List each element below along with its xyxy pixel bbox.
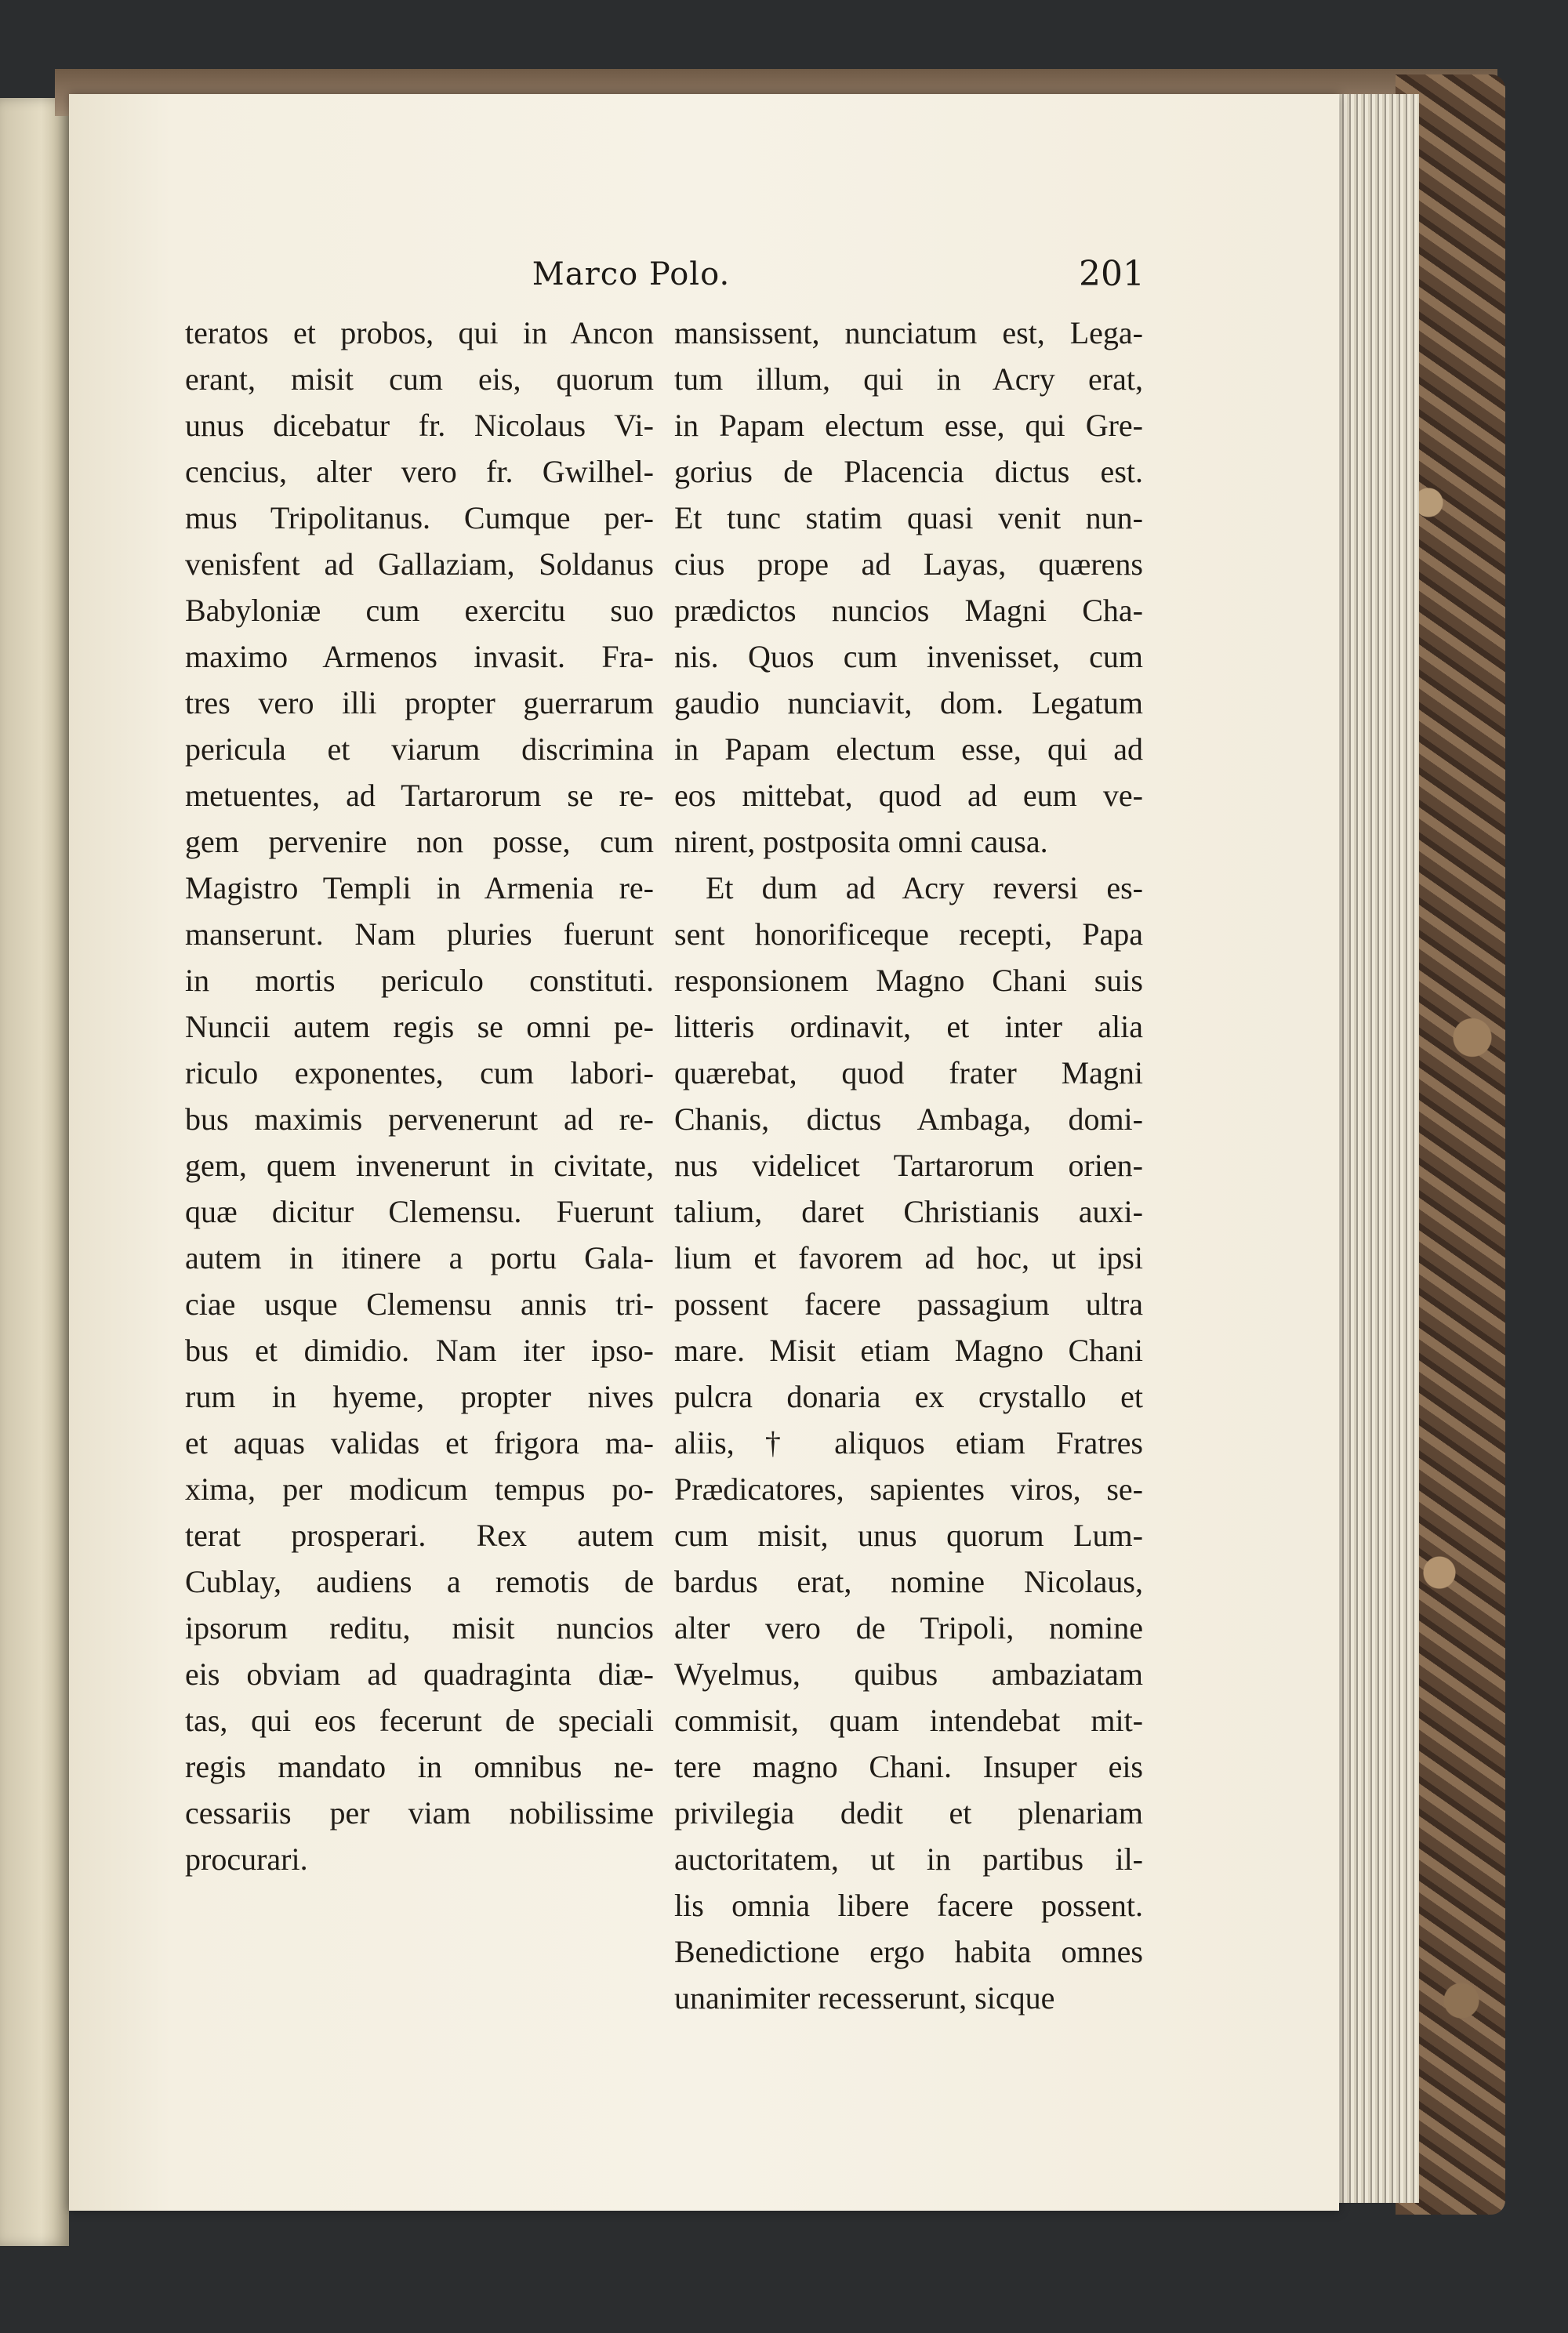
text-line: ipsorum reditu, misit nuncios	[185, 1610, 654, 1645]
text-line: riculo exponentes, cum labori-	[185, 1055, 654, 1090]
text-line: bus et dimidio. Nam iter ipso-	[185, 1333, 654, 1368]
left-text-column	[185, 310, 654, 1882]
text-line: Babyloniæ cum exercitu suo	[185, 593, 654, 628]
text-line: Et dum ad Acry reversi es-	[706, 870, 1143, 905]
text-line: sent honorificeque recepti, Papa	[674, 916, 1143, 952]
text-line: mansissent, nunciatum est, Lega-	[674, 315, 1143, 350]
text-line: cencius, alter vero fr. Gwilhel-	[185, 454, 654, 489]
text-line: tas, qui eos fecerunt de speciali	[185, 1703, 654, 1738]
text-line: alter vero de Tripoli, nomine	[674, 1610, 1143, 1645]
text-line: erant, misit cum eis, quorum	[185, 361, 654, 397]
text-line: Et tunc statim quasi venit nun-	[674, 500, 1143, 535]
text-line: gaudio nunciavit, dom. Legatum	[674, 685, 1143, 720]
text-line: possent facere passagium ultra	[674, 1286, 1143, 1322]
text-line: nis. Quos cum invenisset, cum	[674, 639, 1143, 674]
text-line: Benedictione ergo habita omnes	[674, 1934, 1143, 1969]
text-line: unus dicebatur fr. Nicolaus Vi-	[185, 408, 654, 443]
text-line: Magistro Templi in Armenia re-	[185, 870, 654, 905]
text-line: talium, daret Christianis auxi-	[674, 1194, 1143, 1229]
text-line: venisfent ad Gallaziam, Soldanus	[185, 546, 654, 582]
text-line: tum illum, qui in Acry erat,	[674, 361, 1143, 397]
text-line: rum in hyeme, propter nives	[185, 1379, 654, 1414]
text-line: regis mandato in omnibus ne-	[185, 1749, 654, 1784]
text-line: cum misit, unus quorum Lum-	[674, 1518, 1143, 1553]
text-line: nus videlicet Tartarorum orien-	[674, 1148, 1143, 1183]
right-text-column	[674, 310, 1143, 2021]
text-line: Cublay, audiens a remotis de	[185, 1564, 654, 1599]
text-line: auctoritatem, ut in partibus il-	[674, 1841, 1143, 1877]
text-line: manserunt. Nam pluries fuerunt	[185, 916, 654, 952]
text-line: gem pervenire non posse, cum	[185, 824, 654, 859]
text-line: pericula et viarum discrimina	[185, 731, 654, 767]
text-line: gorius de Placencia dictus est.	[674, 454, 1143, 489]
text-line: aliis, † aliquos etiam Fratres	[674, 1425, 1143, 1460]
text-line: eis obviam ad quadraginta diæ-	[185, 1656, 654, 1692]
text-line: Wyelmus, quibus ambaziatam	[674, 1656, 1143, 1692]
text-line: Chanis, dictus Ambaga, domi-	[674, 1101, 1143, 1137]
text-line: et aquas validas et frigora ma-	[185, 1425, 654, 1460]
page-title: Marco Polo.	[532, 256, 731, 292]
running-head	[118, 251, 1145, 298]
text-line: procurari.	[185, 1841, 308, 1877]
text-line: teratos et probos, qui in Ancon	[185, 315, 654, 350]
text-line: ciae usque Clemensu annis tri-	[185, 1286, 654, 1322]
text-line: tres vero illi propter guerrarum	[185, 685, 654, 720]
page-edges	[1333, 94, 1419, 2203]
text-line: privilegia dedit et plenariam	[674, 1795, 1143, 1830]
text-line: quærebat, quod frater Magni	[674, 1055, 1143, 1090]
text-line: in Papam electum esse, qui Gre-	[674, 408, 1143, 443]
text-line: Nuncii autem regis se omni pe-	[185, 1009, 654, 1044]
text-line: mare. Misit etiam Magno Chani	[674, 1333, 1143, 1368]
text-line: cessariis per viam nobilissime	[185, 1795, 654, 1830]
text-line: lis omnia libere facere possent.	[674, 1888, 1143, 1923]
text-line: tere magno Chani. Insuper eis	[674, 1749, 1143, 1784]
text-line: metuentes, ad Tartarorum se re-	[185, 778, 654, 813]
text-line: prædictos nuncios Magni Cha-	[674, 593, 1143, 628]
text-line: quæ dicitur Clemensu. Fuerunt	[185, 1194, 654, 1229]
facing-page-edge	[0, 98, 69, 2246]
text-line: lium et favorem ad hoc, ut ipsi	[674, 1240, 1143, 1275]
text-line: Prædicatores, sapientes viros, se-	[674, 1471, 1143, 1507]
text-line: mus Tripolitanus. Cumque per-	[185, 500, 654, 535]
text-line: unanimiter recesserunt, sicque	[674, 1980, 1055, 2016]
text-line: bardus erat, nomine Nicolaus,	[674, 1564, 1143, 1599]
text-line: responsionem Magno Chani suis	[674, 963, 1143, 998]
text-line: nirent, postposita omni causa.	[674, 824, 1048, 859]
text-line: cius prope ad Layas, quærens	[674, 546, 1143, 582]
text-line: pulcra donaria ex crystallo et	[674, 1379, 1143, 1414]
text-line: maximo Armenos invasit. Fra-	[185, 639, 654, 674]
page-number: 201	[1079, 254, 1145, 294]
text-line: in mortis periculo constituti.	[185, 963, 654, 998]
text-line: terat prosperari. Rex autem	[185, 1518, 654, 1553]
text-line: litteris ordinavit, et inter alia	[674, 1009, 1143, 1044]
text-line: autem in itinere a portu Gala-	[185, 1240, 654, 1275]
text-line: commisit, quam intendebat mit-	[674, 1703, 1143, 1738]
text-line: xima, per modicum tempus po-	[185, 1471, 654, 1507]
text-line: gem, quem invenerunt in civitate,	[185, 1148, 654, 1183]
text-line: bus maximis pervenerunt ad re-	[185, 1101, 654, 1137]
text-line: eos mittebat, quod ad eum ve-	[674, 778, 1143, 813]
text-line: in Papam electum esse, qui ad	[674, 731, 1143, 767]
